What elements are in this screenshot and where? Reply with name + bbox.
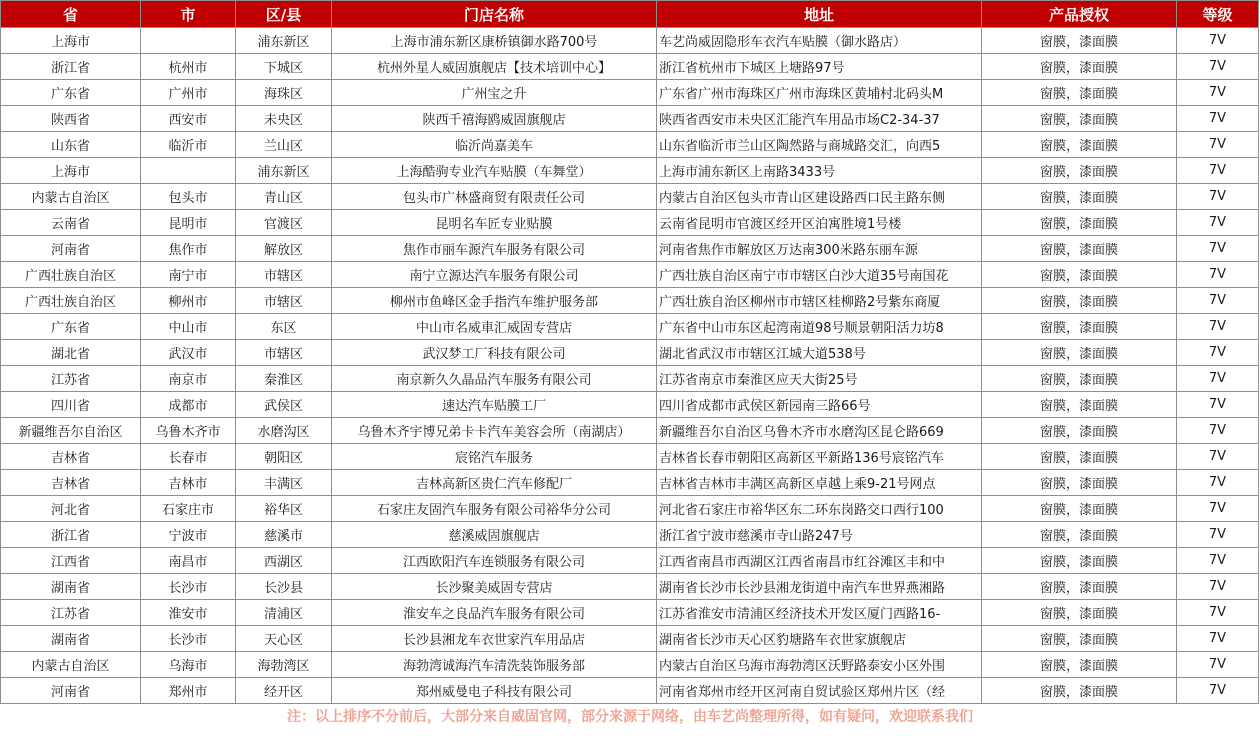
table-row [1, 418, 1259, 444]
province-cell: 云南省 [1, 210, 141, 236]
province-cell: 新疆维吾尔自治区 [1, 418, 141, 444]
product-license-cell: 窗膜，漆面膜 [982, 80, 1177, 106]
header-address: 地址 [657, 1, 982, 28]
province-cell: 河北省 [1, 496, 141, 522]
store-name-cell: 武汉梦工厂科技有限公司 [332, 340, 657, 366]
province-cell: 广西壮族自治区 [1, 262, 141, 288]
province-cell: 江苏省 [1, 366, 141, 392]
city-cell: 乌鲁木齐市 [141, 418, 236, 444]
province-cell: 广东省 [1, 80, 141, 106]
address-cell: 内蒙古自治区包头市青山区建设路西口民主路东侧 [657, 184, 982, 210]
store-name-cell: 石家庄友固汽车服务有限公司裕华分公司 [332, 496, 657, 522]
district-cell: 武侯区 [236, 392, 332, 418]
level-cell: 7V [1177, 600, 1259, 626]
district-cell: 官渡区 [236, 210, 332, 236]
product-license-cell: 窗膜，漆面膜 [982, 366, 1177, 392]
province-cell: 山东省 [1, 132, 141, 158]
product-license-cell: 窗膜，漆面膜 [982, 236, 1177, 262]
city-cell: 南京市 [141, 366, 236, 392]
product-license-cell: 窗膜，漆面膜 [982, 522, 1177, 548]
level-cell: 7V [1177, 158, 1259, 184]
table-row [1, 106, 1259, 132]
table-row [1, 652, 1259, 678]
header-district: 区/县 [236, 1, 332, 28]
district-cell: 市辖区 [236, 340, 332, 366]
store-name-cell: 江西欧阳汽车连锁服务有限公司 [332, 548, 657, 574]
store-name-cell: 柳州市鱼峰区金手指汽车维护服务部 [332, 288, 657, 314]
level-cell: 7V [1177, 392, 1259, 418]
city-cell: 宁波市 [141, 522, 236, 548]
product-license-cell: 窗膜，漆面膜 [982, 262, 1177, 288]
table-row [1, 548, 1259, 574]
product-license-cell: 窗膜，漆面膜 [982, 340, 1177, 366]
city-cell: 石家庄市 [141, 496, 236, 522]
district-cell: 海珠区 [236, 80, 332, 106]
address-cell: 湖南省长沙市天心区豹塘路车衣世家旗舰店 [657, 626, 982, 652]
district-cell: 天心区 [236, 626, 332, 652]
address-cell: 车艺尚威固隐形车衣汽车贴膜（御水路店） [657, 28, 982, 54]
province-cell: 吉林省 [1, 444, 141, 470]
city-cell: 南昌市 [141, 548, 236, 574]
level-cell: 7V [1177, 262, 1259, 288]
table-row [1, 678, 1259, 704]
table-row [1, 54, 1259, 80]
district-cell: 下城区 [236, 54, 332, 80]
province-cell: 浙江省 [1, 522, 141, 548]
city-cell: 包头市 [141, 184, 236, 210]
city-cell: 西安市 [141, 106, 236, 132]
store-name-cell: 昆明名车匠专业贴膜 [332, 210, 657, 236]
address-cell: 江西省南昌市西湖区江西省南昌市红谷滩区丰和中 [657, 548, 982, 574]
address-cell: 吉林省吉林市丰满区高新区卓越上乘9-21号网点 [657, 470, 982, 496]
province-cell: 广东省 [1, 314, 141, 340]
product-license-cell: 窗膜，漆面膜 [982, 626, 1177, 652]
district-cell: 浦东新区 [236, 158, 332, 184]
product-license-cell: 窗膜，漆面膜 [982, 132, 1177, 158]
store-name-cell: 慈溪威固旗舰店 [332, 522, 657, 548]
header-level: 等级 [1177, 1, 1259, 28]
table-header-row [1, 1, 1259, 28]
table-row [1, 574, 1259, 600]
level-cell: 7V [1177, 496, 1259, 522]
province-cell: 上海市 [1, 28, 141, 54]
level-cell: 7V [1177, 132, 1259, 158]
table-row [1, 28, 1259, 54]
level-cell: 7V [1177, 366, 1259, 392]
product-license-cell: 窗膜，漆面膜 [982, 418, 1177, 444]
city-cell: 成都市 [141, 392, 236, 418]
store-name-cell: 上海市浦东新区康桥镇御水路700号 [332, 28, 657, 54]
address-cell: 陕西省西安市未央区汇能汽车用品市场C2-34-37 [657, 106, 982, 132]
district-cell: 浦东新区 [236, 28, 332, 54]
header-province: 省 [1, 1, 141, 28]
city-cell: 柳州市 [141, 288, 236, 314]
district-cell: 经开区 [236, 678, 332, 704]
table-row [1, 236, 1259, 262]
address-cell: 江苏省南京市秦淮区应天大街25号 [657, 366, 982, 392]
district-cell: 未央区 [236, 106, 332, 132]
level-cell: 7V [1177, 548, 1259, 574]
level-cell: 7V [1177, 54, 1259, 80]
city-cell: 长沙市 [141, 574, 236, 600]
province-cell: 内蒙古自治区 [1, 652, 141, 678]
product-license-cell: 窗膜，漆面膜 [982, 444, 1177, 470]
store-name-cell: 海勃湾诚海汽车清洗装饰服务部 [332, 652, 657, 678]
level-cell: 7V [1177, 444, 1259, 470]
district-cell: 慈溪市 [236, 522, 332, 548]
city-cell: 武汉市 [141, 340, 236, 366]
city-cell: 临沂市 [141, 132, 236, 158]
province-cell: 湖北省 [1, 340, 141, 366]
footer-note: 注：以上排序不分前后，大部分来自威固官网，部分来源于网络，由车艺尚整理所得，如有疑问，欢迎联系我们 [287, 709, 973, 725]
table-row [1, 184, 1259, 210]
address-cell: 新疆维吾尔自治区乌鲁木齐市水磨沟区昆仑路669 [657, 418, 982, 444]
district-cell: 解放区 [236, 236, 332, 262]
store-name-cell: 郑州威曼电子科技有限公司 [332, 678, 657, 704]
product-license-cell: 窗膜，漆面膜 [982, 548, 1177, 574]
district-cell: 西湖区 [236, 548, 332, 574]
store-name-cell: 包头市广林盛商贸有限责任公司 [332, 184, 657, 210]
level-cell: 7V [1177, 106, 1259, 132]
province-cell: 吉林省 [1, 470, 141, 496]
level-cell: 7V [1177, 80, 1259, 106]
city-cell: 广州市 [141, 80, 236, 106]
district-cell: 青山区 [236, 184, 332, 210]
product-license-cell: 窗膜，漆面膜 [982, 392, 1177, 418]
table-row [1, 392, 1259, 418]
product-license-cell: 窗膜，漆面膜 [982, 470, 1177, 496]
level-cell: 7V [1177, 288, 1259, 314]
level-cell: 7V [1177, 314, 1259, 340]
product-license-cell: 窗膜，漆面膜 [982, 600, 1177, 626]
store-name-cell: 乌鲁木齐宇博兄弟卡卡汽车美容会所（南湖店） [332, 418, 657, 444]
table-row [1, 600, 1259, 626]
district-cell: 裕华区 [236, 496, 332, 522]
store-name-cell: 陕西千禧海鸥威固旗舰店 [332, 106, 657, 132]
district-cell: 长沙县 [236, 574, 332, 600]
header-city: 市 [141, 1, 236, 28]
level-cell: 7V [1177, 28, 1259, 54]
address-cell: 内蒙古自治区乌海市海勃湾区沃野路泰安小区外围 [657, 652, 982, 678]
table-row [1, 210, 1259, 236]
table-row [1, 340, 1259, 366]
district-cell: 水磨沟区 [236, 418, 332, 444]
address-cell: 河南省焦作市解放区万达南300米路东丽车源 [657, 236, 982, 262]
table-row [1, 314, 1259, 340]
level-cell: 7V [1177, 236, 1259, 262]
store-name-cell: 杭州外星人威固旗舰店【技术培训中心】 [332, 54, 657, 80]
address-cell: 广西壮族自治区南宁市市辖区白沙大道35号南国花 [657, 262, 982, 288]
product-license-cell: 窗膜，漆面膜 [982, 210, 1177, 236]
level-cell: 7V [1177, 184, 1259, 210]
city-cell: 杭州市 [141, 54, 236, 80]
city-cell: 长沙市 [141, 626, 236, 652]
store-name-cell: 上海酷驹专业汽车贴膜（车舞堂） [332, 158, 657, 184]
store-name-cell: 南京新久久晶品汽车服务有限公司 [332, 366, 657, 392]
province-cell: 河南省 [1, 678, 141, 704]
store-name-cell: 长沙县湘龙车衣世家汽车用品店 [332, 626, 657, 652]
store-name-cell: 长沙聚美威固专营店 [332, 574, 657, 600]
store-name-cell: 焦作市丽车源汽车服务有限公司 [332, 236, 657, 262]
city-cell: 长春市 [141, 444, 236, 470]
level-cell: 7V [1177, 210, 1259, 236]
district-cell: 清浦区 [236, 600, 332, 626]
table-row [1, 262, 1259, 288]
address-cell: 上海市浦东新区上南路3433号 [657, 158, 982, 184]
table-row [1, 470, 1259, 496]
province-cell: 内蒙古自治区 [1, 184, 141, 210]
address-cell: 江苏省淮安市清浦区经济技术开发区厦门西路16- [657, 600, 982, 626]
address-cell: 山东省临沂市兰山区陶然路与商城路交汇，向西5 [657, 132, 982, 158]
table-row [1, 80, 1259, 106]
store-name-cell: 宸铭汽车服务 [332, 444, 657, 470]
table-row [1, 132, 1259, 158]
product-license-cell: 窗膜，漆面膜 [982, 184, 1177, 210]
province-cell: 广西壮族自治区 [1, 288, 141, 314]
district-cell: 市辖区 [236, 262, 332, 288]
district-cell: 丰满区 [236, 470, 332, 496]
store-name-cell: 南宁立源达汽车服务有限公司 [332, 262, 657, 288]
table-row [1, 444, 1259, 470]
level-cell: 7V [1177, 652, 1259, 678]
province-cell: 陕西省 [1, 106, 141, 132]
store-name-cell: 中山市名威車汇威固专营店 [332, 314, 657, 340]
level-cell: 7V [1177, 626, 1259, 652]
product-license-cell: 窗膜，漆面膜 [982, 54, 1177, 80]
city-cell: 昆明市 [141, 210, 236, 236]
city-cell: 焦作市 [141, 236, 236, 262]
table-row [1, 496, 1259, 522]
province-cell: 浙江省 [1, 54, 141, 80]
district-cell: 兰山区 [236, 132, 332, 158]
store-name-cell: 广州宝之升 [332, 80, 657, 106]
address-cell: 浙江省宁波市慈溪市寺山路247号 [657, 522, 982, 548]
store-name-cell: 淮安车之良品汽车服务有限公司 [332, 600, 657, 626]
level-cell: 7V [1177, 470, 1259, 496]
address-cell: 广东省中山市东区起湾南道98号顺景朝阳活力坊8 [657, 314, 982, 340]
address-cell: 云南省昆明市官渡区经开区泊寓胜境1号楼 [657, 210, 982, 236]
province-cell: 湖南省 [1, 574, 141, 600]
district-cell: 东区 [236, 314, 332, 340]
city-cell: 淮安市 [141, 600, 236, 626]
table-row [1, 288, 1259, 314]
table-row [1, 522, 1259, 548]
store-name-cell: 临沂尚嘉美车 [332, 132, 657, 158]
product-license-cell: 窗膜，漆面膜 [982, 288, 1177, 314]
address-cell: 河南省郑州市经开区河南自贸试验区郑州片区（经 [657, 678, 982, 704]
address-cell: 广西壮族自治区柳州市市辖区桂柳路2号紫东商厦 [657, 288, 982, 314]
table-body [1, 28, 1259, 704]
address-cell: 四川省成都市武侯区新园南三路66号 [657, 392, 982, 418]
level-cell: 7V [1177, 340, 1259, 366]
table-row [1, 366, 1259, 392]
level-cell: 7V [1177, 522, 1259, 548]
level-cell: 7V [1177, 418, 1259, 444]
province-cell: 上海市 [1, 158, 141, 184]
level-cell: 7V [1177, 678, 1259, 704]
product-license-cell: 窗膜，漆面膜 [982, 106, 1177, 132]
province-cell: 湖南省 [1, 626, 141, 652]
province-cell: 江苏省 [1, 600, 141, 626]
address-cell: 河北省石家庄市裕华区东二环东岗路交口西行100 [657, 496, 982, 522]
city-cell: 中山市 [141, 314, 236, 340]
district-cell: 市辖区 [236, 288, 332, 314]
province-cell: 江西省 [1, 548, 141, 574]
product-license-cell: 窗膜，漆面膜 [982, 574, 1177, 600]
province-cell: 四川省 [1, 392, 141, 418]
store-name-cell: 速达汽车贴膜工厂 [332, 392, 657, 418]
level-cell: 7V [1177, 574, 1259, 600]
header-product-license: 产品授权 [982, 1, 1177, 28]
address-cell: 吉林省长春市朝阳区高新区平新路136号宸铭汽车 [657, 444, 982, 470]
address-cell: 广东省广州市海珠区广州市海珠区黄埔村北码头M [657, 80, 982, 106]
product-license-cell: 窗膜，漆面膜 [982, 314, 1177, 340]
district-cell: 秦淮区 [236, 366, 332, 392]
store-name-cell: 吉林高新区贵仁汽车修配厂 [332, 470, 657, 496]
province-cell: 河南省 [1, 236, 141, 262]
district-cell: 朝阳区 [236, 444, 332, 470]
city-cell [141, 158, 236, 184]
city-cell [141, 28, 236, 54]
city-cell: 郑州市 [141, 678, 236, 704]
product-license-cell: 窗膜，漆面膜 [982, 496, 1177, 522]
address-cell: 湖南省长沙市长沙县湘龙街道中南汽车世界燕湘路 [657, 574, 982, 600]
address-cell: 浙江省杭州市下城区上塘路97号 [657, 54, 982, 80]
product-license-cell: 窗膜，漆面膜 [982, 28, 1177, 54]
city-cell: 南宁市 [141, 262, 236, 288]
product-license-cell: 窗膜，漆面膜 [982, 158, 1177, 184]
table-row [1, 158, 1259, 184]
product-license-cell: 窗膜，漆面膜 [982, 678, 1177, 704]
header-store-name: 门店名称 [332, 1, 657, 28]
table-row [1, 626, 1259, 652]
city-cell: 乌海市 [141, 652, 236, 678]
district-cell: 海勃湾区 [236, 652, 332, 678]
product-license-cell: 窗膜，漆面膜 [982, 652, 1177, 678]
address-cell: 湖北省武汉市市辖区江城大道538号 [657, 340, 982, 366]
city-cell: 吉林市 [141, 470, 236, 496]
